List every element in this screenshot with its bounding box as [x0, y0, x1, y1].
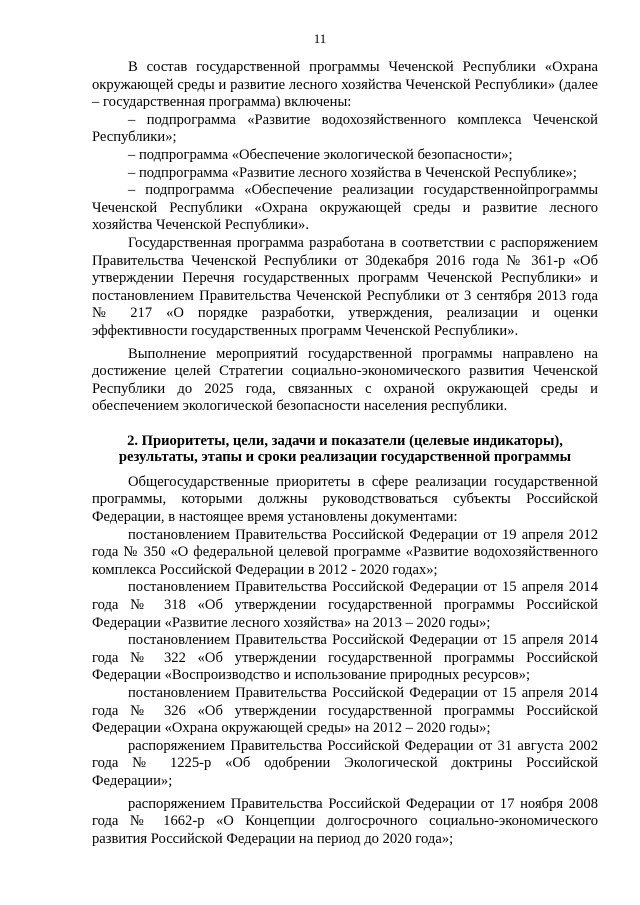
paragraph-program-goals: Выполнение мероприятий государственной программы направлено на достижение целей Стратегии социально-экономического развития Чеченской Республики до 2025 года, связанных с охраной окружающей среды и обеспечением экологической безопасности населения республики.: [92, 345, 598, 415]
list-item-document: постановлением Правительства Российской Федерации от 19 апреля 2012 года № 350 «О федеральной целевой программе «Развитие водохозяйственного комплекса Российской Федерации в 2012 - 2020 годах»;: [92, 526, 598, 578]
list-item-document: постановлением Правительства Российской Федерации от 15 апреля 2014 года № 322 «Об утверждении государственной программы Российской Федерации «Воспроизводство и использование природных ресурсов»;: [92, 632, 598, 684]
list-item-subprogram-implementation: – подпрограмма «Обеспечение реализации государственнойпрограммы Чеченской Республики «Охрана окружающей среды и развитие лесного хозяйства Чеченской Республики».: [92, 182, 598, 234]
paragraph-priorities-intro: Общегосударственные приоритеты в сфере реализации государственной программы, которыми должны руководствоваться субъекты Российской Федерации, в настоящее время установлены документами:: [92, 473, 598, 526]
list-item-document: распоряжением Правительства Российской Федерации от 17 ноября 2008 года № 1662-р «О Концепции долгосрочного социально-экономического развития Российской Федерации на период до 2020 года»;: [92, 795, 598, 847]
paragraph-program-composition: В состав государственной программы Чеченской Республики «Охрана окружающей среды и развитие лесного хозяйства Чеченской Республики» (далее – государственная программа) включены:: [92, 59, 598, 111]
list-item-document: распоряжением Правительства Российской Федерации от 31 августа 2002 года № 1225-р «Об одобрении Экологической доктрины Российской Федерации»;: [92, 737, 598, 789]
list-item-document: постановлением Правительства Российской Федерации от 15 апреля 2014 года № 326 «Об утверждении государственной программы Российской Федерации «Охрана окружающей среды» на 2012 – 2020 годы»;: [92, 685, 598, 737]
list-item-subprogram-forestry: – подпрограмма «Развитие лесного хозяйства в Чеченской Республике»;: [128, 164, 577, 181]
list-item-subprogram-water: – подпрограмма «Развитие водохозяйственного комплекса Чеченской Республики»;: [92, 111, 598, 146]
list-item-subprogram-ecology: – подпрограмма «Обеспечение экологической безопасности»;: [128, 146, 513, 163]
section-heading: 2. Приоритеты, цели, задачи и показатели (целевые индикаторы), результаты, этапы и сроки реализации государственной программы: [118, 432, 572, 466]
list-item-document: постановлением Правительства Российской Федерации от 15 апреля 2014 года № 318 «Об утверждении государственной программы Российской Федерации «Развитие лесного хозяйства» на 2013 – 2020 годы»;: [92, 579, 598, 631]
page-number: 11: [313, 31, 327, 46]
document-body: [92, 59, 598, 848]
paragraph-program-basis: Государственная программа разработана в соответствии с распоряжением Правительства Чеченской Республики от 30декабря 2016 года № 361-р «Об утверждении Перечня государственных программ Чеченской Республики» и постановлением Правительства Чеченской Республики от 3 сентября 2013 года № 217 «О порядке разработки, утверждения, реализации и оценки эффективности государственных программ Чеченской Республики».: [92, 234, 598, 339]
